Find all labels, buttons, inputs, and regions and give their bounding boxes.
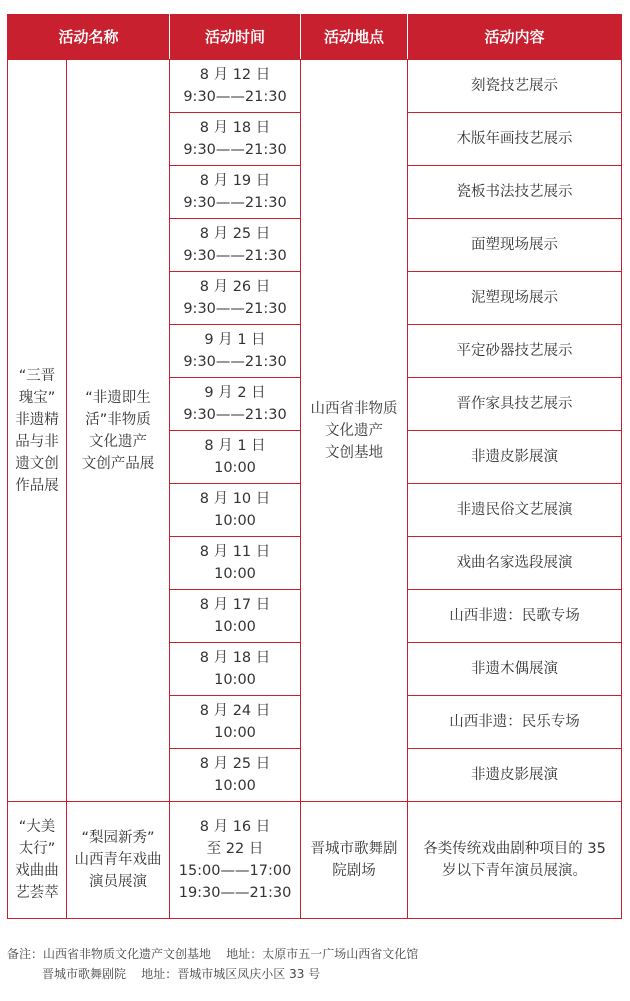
text-line: 各类传统戏曲剧种项目的 35: [423, 841, 606, 857]
text-line: 戏曲曲: [15, 863, 59, 879]
time-text: 9:30——21:30: [183, 248, 287, 264]
footnote: [7, 944, 418, 984]
time-cell: [170, 431, 301, 484]
date-text: 8 月 24 日: [199, 703, 271, 719]
time-text: 10:00: [214, 513, 256, 529]
text-line: “非遗即生: [85, 389, 151, 406]
content-cell: 刻瓷技艺展示: [408, 60, 622, 113]
date-text: 8 月 26 日: [199, 279, 271, 295]
time-text: 10:00: [214, 619, 256, 635]
time-text: 9:30——21:30: [183, 354, 287, 370]
sub-activity-cell: [67, 802, 170, 919]
time-cell: [170, 749, 301, 802]
text-line: 非遗精: [15, 411, 59, 428]
time-cell: [170, 590, 301, 643]
time-text: 10:00: [214, 460, 256, 476]
text-line: 活”非物质: [85, 411, 151, 428]
time-cell: [170, 643, 301, 696]
text-line: 文化遗产: [325, 422, 384, 439]
content-cell: 山西非遗：民乐专场: [408, 696, 622, 749]
date-text: 8 月 1 日: [204, 438, 266, 454]
text-line: 太行”: [18, 841, 56, 857]
time-cell: [170, 378, 301, 431]
footnote-line: 备注：山西省非物质文化遗产文创基地 地址：太原市五一广场山西省文化馆: [7, 947, 419, 961]
text-line: 岁以下青年演员展演。: [442, 863, 588, 879]
header-activity-content: 活动内容: [408, 15, 622, 60]
text-line: “三晋: [18, 367, 56, 384]
text-line: 演员展演: [89, 874, 147, 890]
table-row: [8, 60, 622, 113]
text-line: 晋城市歌舞剧: [310, 841, 398, 857]
text-line: 文创基地: [325, 444, 384, 461]
content-cell: 泥塑现场展示: [408, 272, 622, 325]
time-text: 10:00: [214, 725, 256, 741]
date-text: 8 月 25 日: [199, 226, 271, 242]
date-text: 8 月 11 日: [199, 544, 271, 560]
activity-name-cell: [8, 802, 67, 919]
content-cell: 面塑现场展示: [408, 219, 622, 272]
content-cell: 非遗皮影展演: [408, 749, 622, 802]
text-line: 8 月 16 日: [199, 819, 271, 835]
content-cell: 戏曲名家选段展演: [408, 537, 622, 590]
content-cell: [408, 802, 622, 919]
text-line: 19:30——21:30: [178, 885, 292, 901]
content-cell: 木版年画技艺展示: [408, 113, 622, 166]
text-line: 山西青年戏曲: [74, 852, 162, 868]
date-text: 8 月 18 日: [199, 120, 271, 136]
time-text: 9:30——21:30: [183, 195, 287, 211]
header-activity-name: 活动名称: [8, 15, 170, 60]
time-cell: [170, 696, 301, 749]
time-text: 9:30——21:30: [183, 142, 287, 158]
time-cell: [170, 484, 301, 537]
time-cell: [170, 219, 301, 272]
text-line: 艺荟萃: [15, 885, 59, 901]
text-line: “大美: [18, 819, 56, 835]
text-line: 院剧场: [332, 863, 376, 879]
schedule-table: [7, 14, 622, 919]
time-cell: [170, 113, 301, 166]
date-text: 8 月 12 日: [199, 67, 271, 83]
time-cell: [170, 802, 301, 919]
date-text: 8 月 10 日: [199, 491, 271, 507]
content-cell: 平定砂器技艺展示: [408, 325, 622, 378]
time-cell: [170, 325, 301, 378]
text-line: 至 22 日: [206, 841, 264, 857]
time-text: 9:30——21:30: [183, 407, 287, 423]
table-row: [8, 802, 622, 919]
time-cell: [170, 272, 301, 325]
header-activity-time: 活动时间: [170, 15, 301, 60]
text-line: 文化遗产: [89, 433, 147, 450]
time-text: 10:00: [214, 778, 256, 794]
text-line: 遗文创: [15, 455, 59, 472]
time-text: 9:30——21:30: [183, 301, 287, 317]
venue-cell: [301, 802, 408, 919]
time-text: 9:30——21:30: [183, 89, 287, 105]
text-line: 山西省非物质: [310, 400, 398, 417]
header-row: [8, 15, 622, 60]
content-cell: 非遗木偶展演: [408, 643, 622, 696]
content-cell: 非遗民俗文艺展演: [408, 484, 622, 537]
activity-name-cell: [8, 60, 67, 802]
content-cell: 瓷板书法技艺展示: [408, 166, 622, 219]
time-cell: [170, 60, 301, 113]
date-text: 9 月 1 日: [204, 332, 266, 348]
text-line: “梨园新秀”: [81, 830, 155, 846]
date-text: 8 月 19 日: [199, 173, 271, 189]
date-text: 8 月 17 日: [199, 597, 271, 613]
text-line: 15:00——17:00: [178, 863, 292, 879]
time-cell: [170, 537, 301, 590]
date-text: 8 月 18 日: [199, 650, 271, 666]
footnote-line: 晋城市歌舞剧院 地址：晋城市城区凤庆小区 33 号: [42, 967, 321, 981]
time-cell: [170, 166, 301, 219]
date-text: 9 月 2 日: [204, 385, 266, 401]
text-line: 品与非: [15, 433, 59, 450]
venue-cell: [301, 60, 408, 802]
header-activity-venue: 活动地点: [301, 15, 408, 60]
sub-activity-cell: [67, 60, 170, 802]
time-text: 10:00: [214, 566, 256, 582]
content-cell: 晋作家具技艺展示: [408, 378, 622, 431]
text-line: 瑰宝”: [18, 389, 56, 406]
time-text: 10:00: [214, 672, 256, 688]
content-cell: 山西非遗：民歌专场: [408, 590, 622, 643]
text-line: 作品展: [15, 477, 59, 494]
date-text: 8 月 25 日: [199, 756, 271, 772]
text-line: 文创产品展: [81, 455, 155, 472]
content-cell: 非遗皮影展演: [408, 431, 622, 484]
